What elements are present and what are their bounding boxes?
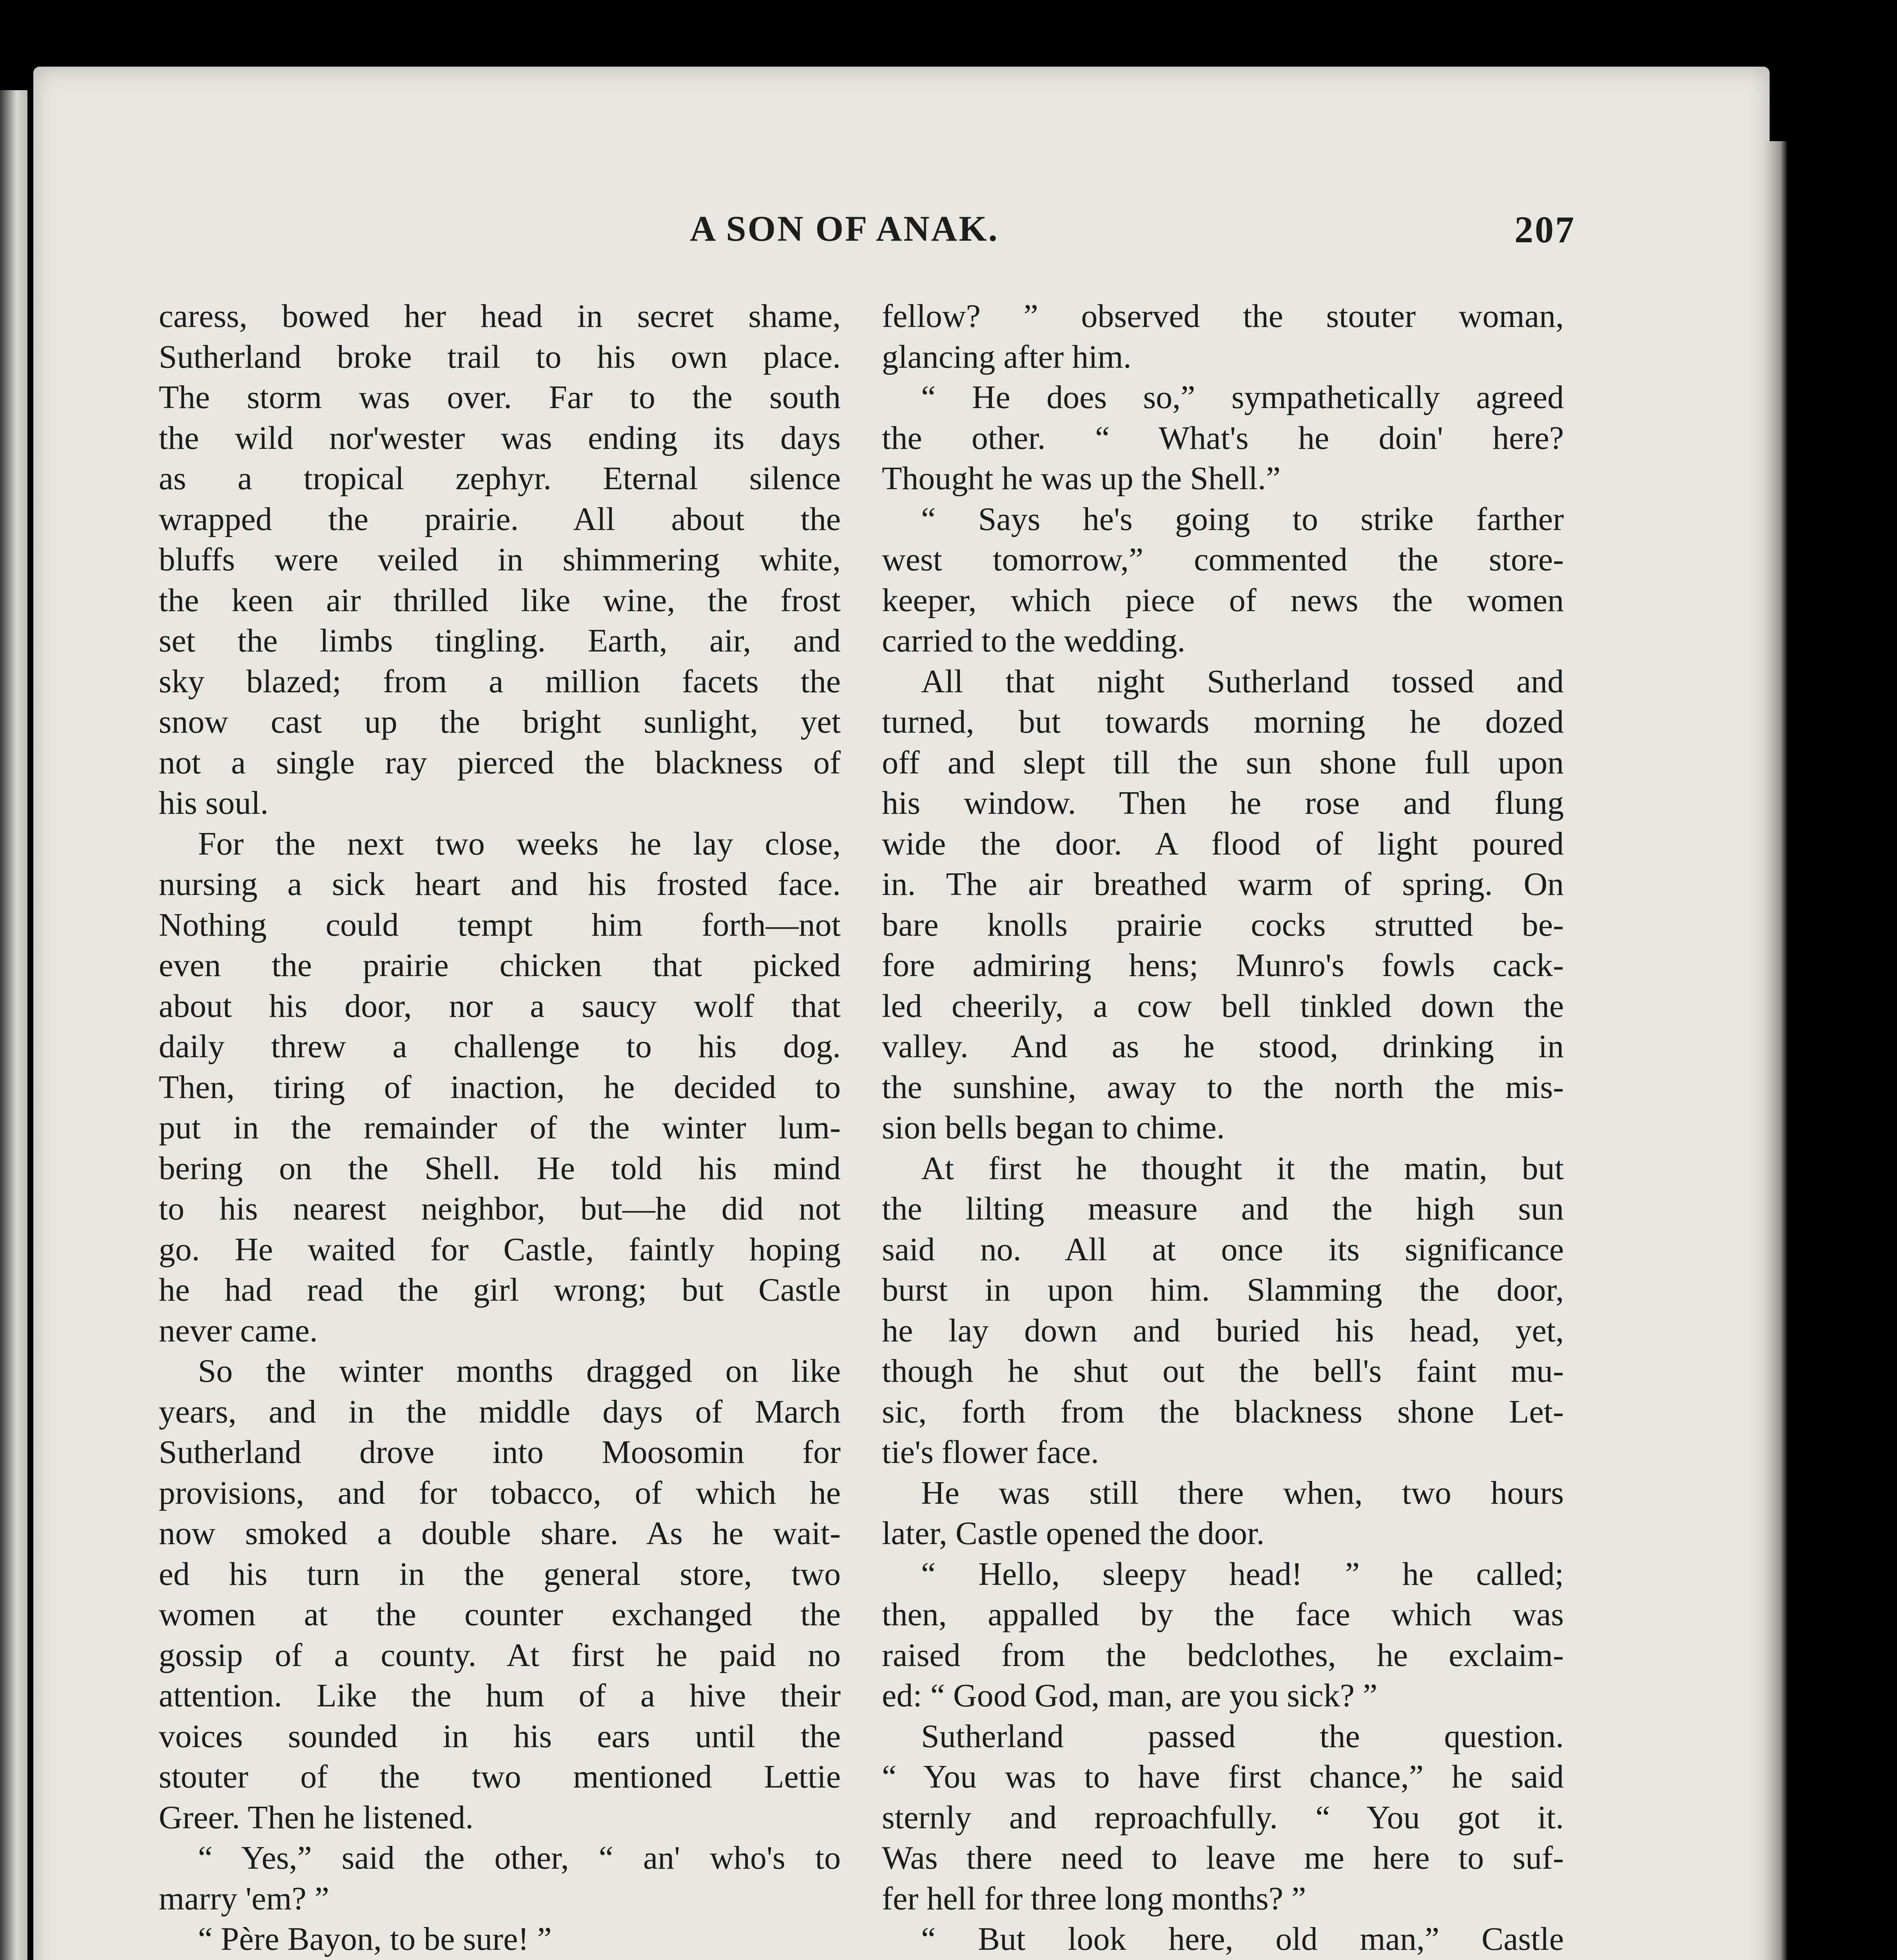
- text-line: years, and in the middle days of March: [159, 1393, 841, 1430]
- text-line: voices sounded in his ears until the: [159, 1718, 841, 1755]
- text-line: in. The air breathed warm of spring. On: [882, 866, 1564, 902]
- running-title: A SON OF ANAK.: [690, 209, 999, 249]
- text-line: set the limbs tingling. Earth, air, and: [159, 622, 841, 659]
- text-line: later, Castle opened the door.: [882, 1515, 1265, 1552]
- text-line: marry 'em? ”: [159, 1880, 329, 1917]
- text-line: fore admiring hens; Munro's fowls cack-: [882, 947, 1564, 984]
- text-line: gossip of a county. At first he paid no: [159, 1637, 841, 1673]
- text-line: bering on the Shell. He told his mind: [159, 1150, 841, 1187]
- text-line: valley. And as he stood, drinking in: [882, 1028, 1564, 1065]
- text-line: to his nearest neighbor, but—he did not: [159, 1191, 841, 1227]
- text-line: All that night Sutherland tossed and: [921, 663, 1564, 700]
- text-line: bluffs were veiled in shimmering white,: [159, 541, 841, 578]
- text-line: daily threw a challenge to his dog.: [159, 1028, 841, 1065]
- text-line: sky blazed; from a million facets the: [159, 663, 841, 700]
- text-line: his soul.: [159, 785, 269, 821]
- text-line: keeper, which piece of news the women: [882, 582, 1564, 619]
- text-line: women at the counter exchanged the: [159, 1596, 841, 1633]
- text-line: west tomorrow,” commented the store-: [882, 541, 1564, 578]
- text-line: the wild nor'wester was ending its days: [159, 419, 841, 456]
- text-line: glancing after him.: [882, 338, 1132, 375]
- text-line: Sutherland passed the question.: [921, 1718, 1564, 1755]
- text-line: burst in upon him. Slamming the door,: [882, 1272, 1564, 1308]
- text-line: raised from the bedclothes, he exclaim-: [882, 1637, 1564, 1673]
- book-spine: [0, 90, 27, 1960]
- text-line: wide the door. A flood of light poured: [882, 825, 1564, 862]
- text-line: then, appalled by the face which was: [882, 1596, 1564, 1633]
- text-line: So the winter months dragged on like: [198, 1353, 841, 1389]
- text-line: never came.: [159, 1312, 318, 1349]
- page-edge-shadow: [1764, 141, 1787, 1960]
- text-line: Sutherland broke trail to his own place.: [159, 338, 841, 375]
- text-line: put in the remainder of the winter lum-: [159, 1109, 841, 1146]
- text-line: Was there need to leave me here to suf-: [882, 1840, 1564, 1876]
- text-line: tie's flower face.: [882, 1434, 1099, 1470]
- text-line: even the prairie chicken that picked: [159, 947, 841, 984]
- text-line: “ You was to have first chance,” he said: [882, 1759, 1564, 1795]
- left-text-column: [159, 296, 841, 1960]
- text-line: the keen air thrilled like wine, the frost: [159, 582, 841, 619]
- text-line: now smoked a double share. As he wait-: [159, 1515, 841, 1552]
- text-line: the lilting measure and the high sun: [882, 1191, 1564, 1227]
- text-line: Sutherland drove into Moosomin for: [159, 1434, 841, 1470]
- text-line: He was still there when, two hours: [921, 1474, 1564, 1511]
- text-line: Thought he was up the Shell.”: [882, 460, 1281, 497]
- text-line: “ But look here, old man,” Castle: [921, 1921, 1564, 1957]
- text-line: sternly and reproachfully. “ You got it.: [882, 1799, 1564, 1836]
- right-text-column: [882, 296, 1564, 1960]
- text-line: led cheerily, a cow bell tinkled down the: [882, 987, 1564, 1024]
- text-line: said no. All at once its significance: [882, 1231, 1564, 1268]
- text-line: Then, tiring of inaction, he decided to: [159, 1069, 841, 1105]
- text-line: fer hell for three long months? ”: [882, 1880, 1306, 1917]
- text-line: he lay down and buried his head, yet,: [882, 1312, 1564, 1349]
- text-line: nursing a sick heart and his frosted face.: [159, 866, 841, 902]
- text-line: attention. Like the hum of a hive their: [159, 1677, 841, 1714]
- text-line: about his door, nor a saucy wolf that: [159, 987, 841, 1024]
- text-line: Nothing could tempt him forth—not: [159, 906, 841, 943]
- text-line: “ Says he's going to strike farther: [921, 501, 1564, 537]
- text-line: as a tropical zephyr. Eternal silence: [159, 460, 841, 497]
- text-line: turned, but towards morning he dozed: [882, 704, 1564, 740]
- text-line: “ Yes,” said the other, “ an' who's to: [198, 1840, 841, 1876]
- text-line: not a single ray pierced the blackness of: [159, 744, 841, 781]
- text-line: caress, bowed her head in secret shame,: [159, 298, 841, 334]
- text-line: he had read the girl wrong; but Castle: [159, 1272, 841, 1308]
- text-line: stouter of the two mentioned Lettie: [159, 1759, 841, 1795]
- text-line: off and slept till the sun shone full upon: [882, 744, 1564, 781]
- text-line: go. He waited for Castle, faintly hoping: [159, 1231, 841, 1268]
- text-line: carried to the wedding.: [882, 622, 1186, 659]
- text-line: Greer. Then he listened.: [159, 1799, 474, 1836]
- text-line: At first he thought it the matin, but: [921, 1150, 1564, 1187]
- text-line: provisions, and for tobacco, of which he: [159, 1474, 841, 1511]
- text-line: the sunshine, away to the north the mis-: [882, 1069, 1564, 1105]
- text-line: sic, forth from the blackness shone Let-: [882, 1393, 1564, 1430]
- text-line: “ Hello, sleepy head! ” he called;: [921, 1555, 1564, 1592]
- text-line: “ Père Bayon, to be sure! ”: [198, 1921, 552, 1957]
- text-line: though he shut out the bell's faint mu-: [882, 1353, 1564, 1389]
- text-line: fellow? ” observed the stouter woman,: [882, 298, 1564, 334]
- page-number: 207: [1514, 209, 1576, 250]
- text-line: “ He does so,” sympathetically agreed: [921, 379, 1564, 416]
- text-line: his window. Then he rose and flung: [882, 785, 1564, 821]
- running-header: [149, 208, 1576, 251]
- text-line: bare knolls prairie cocks strutted be-: [882, 906, 1564, 943]
- text-line: the other. “ What's he doin' here?: [882, 419, 1564, 456]
- text-line: The storm was over. Far to the south: [159, 379, 841, 416]
- text-line: ed: “ Good God, man, are you sick? ”: [882, 1677, 1378, 1714]
- text-line: sion bells began to chime.: [882, 1109, 1225, 1146]
- text-line: snow cast up the bright sunlight, yet: [159, 704, 841, 740]
- text-line: ed his turn in the general store, two: [159, 1555, 841, 1592]
- text-line: wrapped the prairie. All about the: [159, 501, 841, 537]
- text-line: For the next two weeks he lay close,: [198, 825, 841, 862]
